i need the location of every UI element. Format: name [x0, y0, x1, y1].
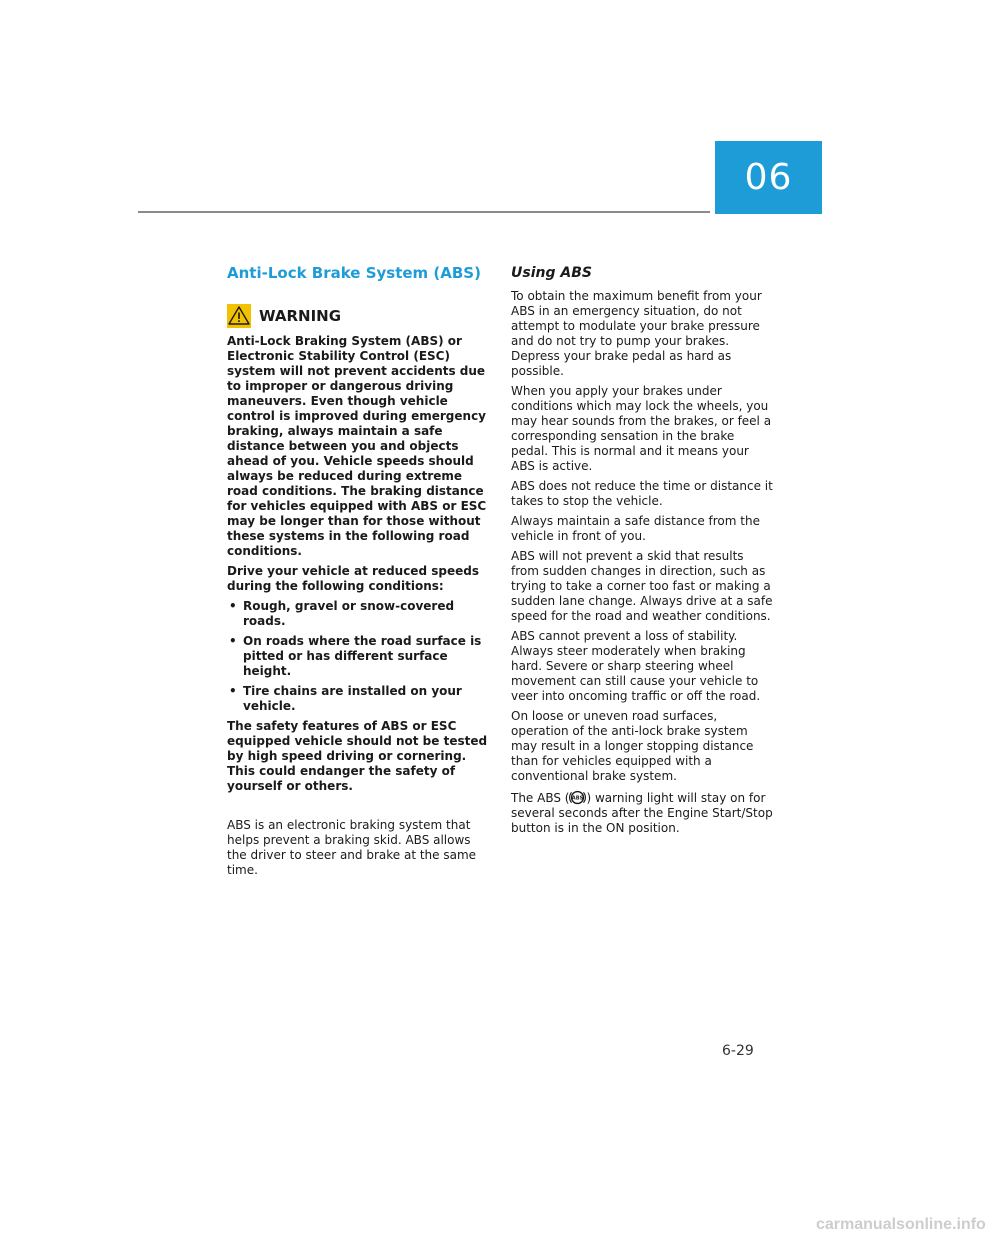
warning-paragraph: Drive your vehicle at reduced speeds during the following conditions:	[227, 564, 479, 593]
warning-conditions-list	[227, 599, 489, 714]
watermark: carmanualsonline.info	[816, 1216, 986, 1233]
body-paragraph: To obtain the maximum benefit from your ABS in an emergency situation, do not attempt to modulate your brake pressure and do not try to pump your brakes. Depress your brake pedal as hard as possible.	[511, 289, 762, 378]
abs-light-paragraph	[511, 789, 773, 836]
body-paragraph: ABS does not reduce the time or distance it takes to stop the vehicle.	[511, 479, 773, 508]
list-item: • On roads where the road surface is pitted or has different surface height.	[227, 634, 489, 679]
abs-intro-paragraph: ABS is an electronic braking system that helps prevent a braking skid. ABS allows the driver to steer and brake at the same time.	[227, 818, 477, 877]
left-column	[227, 263, 489, 878]
abs-warning-light-icon	[569, 789, 586, 806]
using-abs-heading: Using ABS	[511, 265, 592, 281]
body-paragraph: When you apply your brakes under conditions which may lock the wheels, you may hear sounds from the brakes, or feel a corresponding sensation in the brake pedal. This is normal and it means your ABS is active.	[511, 384, 772, 473]
body-paragraph: Always maintain a safe distance from the vehicle in front of you.	[511, 514, 760, 543]
page-number: 6-29	[722, 1043, 754, 1059]
abs-light-text-before: The ABS (	[511, 791, 570, 805]
list-item: • Tire chains are installed on your vehicle.	[227, 684, 489, 714]
chapter-tab	[715, 141, 822, 214]
warning-label: WARNING	[259, 307, 342, 325]
warning-triangle-icon	[227, 304, 251, 328]
list-item: • Rough, gravel or snow-covered roads.	[227, 599, 489, 629]
body-paragraph: ABS will not prevent a skid that results from sudden changes in direction, such as trying to take a corner too fast or making a sudden lane change. Always drive at a safe speed for the road and weather conditions.	[511, 549, 773, 623]
warning-paragraph: Anti-Lock Braking System (ABS) or Electronic Stability Control (ESC) system will not prevent accidents due to improper or dangerous driving maneuvers. Even though vehicle control is improved during emergency braking, always maintain a safe distance between you and objects ahead of you. Vehicle speeds should always be reduced during extreme road conditions. The braking distance for vehicles equipped with ABS or ESC may be longer than for those without these systems in the following road conditions.	[227, 334, 487, 558]
section-title: Anti-Lock Brake System (ABS)	[227, 264, 481, 282]
header-rule	[138, 211, 710, 213]
right-column	[511, 263, 773, 841]
warning-paragraph: The safety features of ABS or ESC equipped vehicle should not be tested by high speed driving or cornering. This could endanger the safety of yourself or others.	[227, 719, 488, 793]
body-paragraph: ABS cannot prevent a loss of stability. Always steer moderately when braking hard. Severe or sharp steering wheel movement can still cause your vehicle to veer into oncoming traffic or off the road.	[511, 629, 761, 703]
abs-light-text-after: ) warning light will stay on for several seconds after the Engine Start/Stop button is in the ON position.	[511, 791, 773, 835]
warning-body	[227, 334, 489, 794]
chapter-number: 06	[744, 157, 793, 198]
warning-header	[227, 304, 489, 328]
abs-icon-text: ABS	[572, 795, 584, 802]
body-paragraph: On loose or uneven road surfaces, operation of the anti-lock brake system may result in a longer stopping distance than for vehicles equipped with a conventional brake system.	[511, 709, 754, 783]
